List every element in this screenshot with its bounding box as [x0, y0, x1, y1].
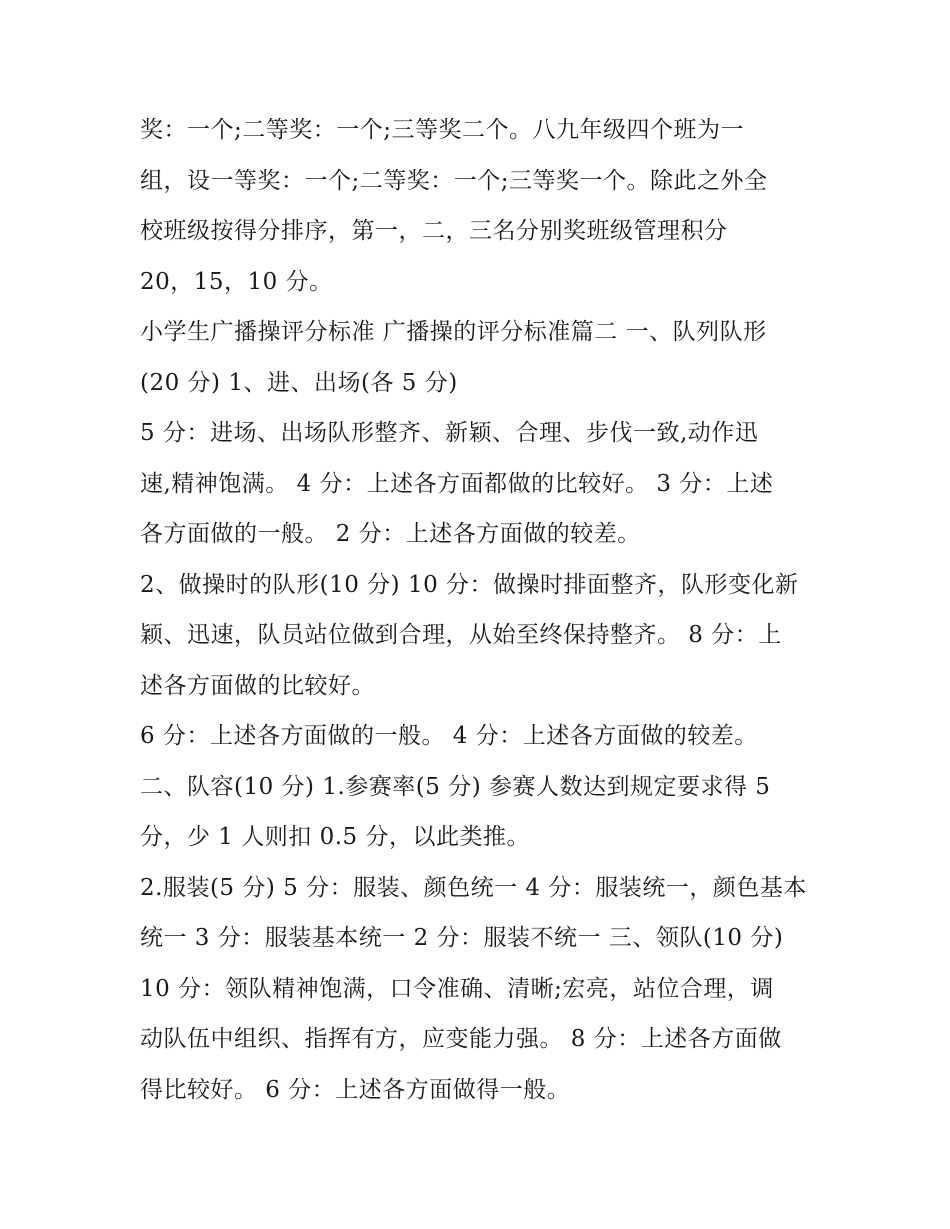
section-heading-line: 小学生广播操评分标准 广播操的评分标准篇二 一、队列队形	[140, 319, 767, 345]
text-line: 统一 3 分：服装基本统一 2 分：服装不统一 三、领队(10 分)	[140, 925, 784, 951]
text-line: 组，设一等奖：一个;二等奖：一个;三等奖一个。除此之外全	[140, 168, 768, 194]
text-line: 分，少 1 人则扣 0.5 分，以此类推。	[140, 824, 530, 850]
text-line: 动队伍中组织、指挥有方，应变能力强。 8 分：上述各方面做	[140, 1026, 782, 1052]
text-line: 校班级按得分排序，第一，二，三名分别奖班级管理积分	[140, 218, 728, 244]
text-line: 奖：一个;二等奖：一个;三等奖二个。八九年级四个班为一	[140, 117, 744, 143]
text-line: (20 分) 1、进、出场(各 5 分)	[140, 370, 458, 396]
text-line: 2、做操时的队形(10 分) 10 分：做操时排面整齐，队形变化新	[140, 572, 799, 598]
text-line: 述各方面做的比较好。	[140, 673, 375, 699]
text-line: 二、队容(10 分) 1.参赛率(5 分) 参赛人数达到规定要求得 5	[140, 774, 771, 800]
text-line: 速,精神饱满。 4 分：上述各方面都做的比较好。 3 分：上述	[140, 471, 774, 497]
text-line: 得比较好。 6 分：上述各方面做得一般。	[140, 1077, 571, 1103]
text-line: 5 分：进场、出场队形整齐、新颖、合理、步伐一致,动作迅	[140, 420, 759, 446]
text-line: 2.服装(5 分) 5 分：服装、颜色统一 4 分：服装统一，颜色基本	[140, 875, 807, 901]
text-line: 20，15，10 分。	[140, 269, 333, 295]
text-line: 10 分：领队精神饱满，口令准确、清晰;宏亮，站位合理，调	[140, 976, 774, 1002]
text-line: 颖、迅速，队员站位做到合理，从始至终保持整齐。 8 分：上	[140, 622, 782, 648]
text-line: 6 分：上述各方面做的一般。 4 分：上述各方面做的较差。	[140, 723, 758, 749]
text-line: 各方面做的一般。 2 分：上述各方面做的较差。	[140, 521, 641, 547]
